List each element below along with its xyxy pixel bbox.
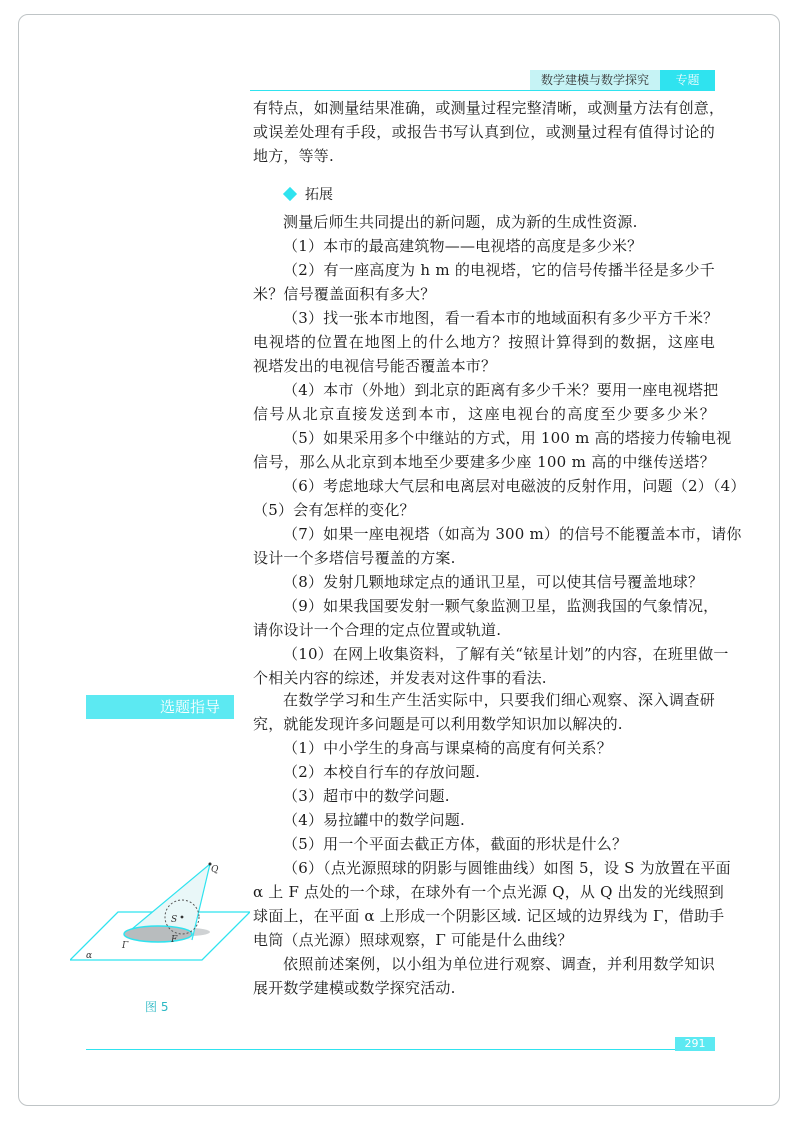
text-line: 米？信号覆盖面积有多大？ xyxy=(253,285,436,303)
shadow-region xyxy=(124,926,192,942)
page-number: 291 xyxy=(675,1037,715,1051)
footer-rule xyxy=(86,1049,715,1050)
text-line: 依照前述案例，以小组为单位进行观察、调查，并利用数学知识 xyxy=(283,955,715,973)
text-line: 球面上，在平面 α 上形成一个阴影区域. 记区域的边界线为 Γ，借助手 xyxy=(253,907,725,925)
running-header xyxy=(530,70,715,90)
diamond-bullet-icon xyxy=(283,187,297,201)
sphere-center-dot xyxy=(181,916,184,919)
expand-section xyxy=(253,176,715,212)
text-line: 在数学学习和生产生活实际中，只要我们细心观察、深入调查研 xyxy=(283,691,715,709)
text-line: （1）本市的最高建筑物——电视塔的高度是多少米？ xyxy=(283,237,643,255)
text-line: α 上 F 点处的一个球，在球外有一个点光源 Q，从 Q 出发的光线照到 xyxy=(253,883,724,901)
intro-paragraph xyxy=(253,96,725,168)
text-line: 究，就能发现许多问题是可以利用数学知识加以解决的. xyxy=(253,715,623,733)
expand-list xyxy=(253,210,746,690)
text-line: （8）发射几颗地球定点的通讯卫星，可以使其信号覆盖地球？ xyxy=(283,573,704,591)
label-gamma: Γ xyxy=(122,941,129,951)
text-line: （4）本市（外地）到北京的距离有多少千米？要用一座电视塔把 xyxy=(283,381,719,399)
text-line: （5）用一个平面去截正方体，截面的形状是什么？ xyxy=(283,835,628,853)
header-tag: 专题 xyxy=(660,70,715,90)
text-line: 测量后师生共同提出的新问题，成为新的生成性资源. xyxy=(283,213,638,231)
label-s: S xyxy=(171,915,178,925)
text-line: （5）如果采用多个中继站的方式，用 100 m 高的塔接力传输电视 xyxy=(283,429,732,447)
text-line: 有特点，如测量结果准确，或测量过程完整清晰，或测量方法有创意， xyxy=(253,99,725,117)
label-alpha: α xyxy=(86,951,93,961)
text-line: （9）如果我国要发射一颗气象监测卫星，监测我国的气象情况， xyxy=(283,597,719,615)
header-section-title: 数学建模与数学探究 xyxy=(530,70,660,90)
expand-title: 拓展 xyxy=(305,187,333,203)
text-line: （2）本校自行车的存放问题. xyxy=(283,763,481,781)
text-line: 电视塔的位置在地图上的什么地方？按照计算得到的数据，这座电 xyxy=(253,333,715,351)
guide-list xyxy=(253,688,731,1000)
label-f: F xyxy=(171,935,178,945)
header-rule xyxy=(250,90,715,91)
label-q: Q xyxy=(211,865,219,875)
text-line: （6）考虑地球大气层和电离层对电磁波的反射作用，问题（2）（4） xyxy=(283,477,746,495)
text-line: （10）在网上收集资料，了解有关“铱星计划”的内容，在班里做一 xyxy=(283,645,729,663)
text-line: 电筒（点光源）照球观察，Γ 可能是什么曲线？ xyxy=(253,931,573,949)
expand-heading xyxy=(283,182,715,206)
text-line: 个相关内容的综述，并发表对这件事的看法. xyxy=(253,669,547,687)
text-line: （6）（点光源照球的阴影与圆锥曲线）如图 5，设 S 为放置在平面 xyxy=(283,859,731,877)
text-line: 信号从北京直接发送到本市，这座电视台的高度至少要多少米？ xyxy=(253,405,715,423)
text-line: 视塔发出的电视信号能否覆盖本市？ xyxy=(253,357,497,375)
text-line: （1）中小学生的身高与课桌椅的高度有何关系？ xyxy=(283,739,612,757)
figure-5-diagram xyxy=(70,858,250,998)
text-line: 地方，等等. xyxy=(253,147,334,165)
figure-caption: 图 5 xyxy=(145,1000,169,1014)
text-line: 或误差处理有手段，或报告书写认真到位，或测量过程有值得讨论的 xyxy=(253,123,715,141)
text-line: 请你设计一个合理的定点位置或轨道. xyxy=(253,621,502,639)
text-line: 展开数学建模或数学探究活动. xyxy=(253,979,456,997)
text-line: （3）超市中的数学问题. xyxy=(283,787,450,805)
topic-guide-label: 选题指导 xyxy=(86,695,234,719)
text-line: （4）易拉罐中的数学问题. xyxy=(283,811,465,829)
text-line: 设计一个多塔信号覆盖的方案. xyxy=(253,549,456,567)
text-line: （7）如果一座电视塔（如高为 300 m）的信号不能覆盖本市，请你 xyxy=(283,525,742,543)
text-line: （2）有一座高度为 h m 的电视塔，它的信号传播半径是多少千 xyxy=(283,261,715,279)
text-line: （3）找一张本市地图，看一看本市的地域面积有多少平方千米？ xyxy=(283,309,719,327)
text-line: 信号，那么从北京到本地至少要建多少座 100 m 高的中继传送塔？ xyxy=(253,453,715,471)
text-line: （5）会有怎样的变化？ xyxy=(253,501,415,519)
